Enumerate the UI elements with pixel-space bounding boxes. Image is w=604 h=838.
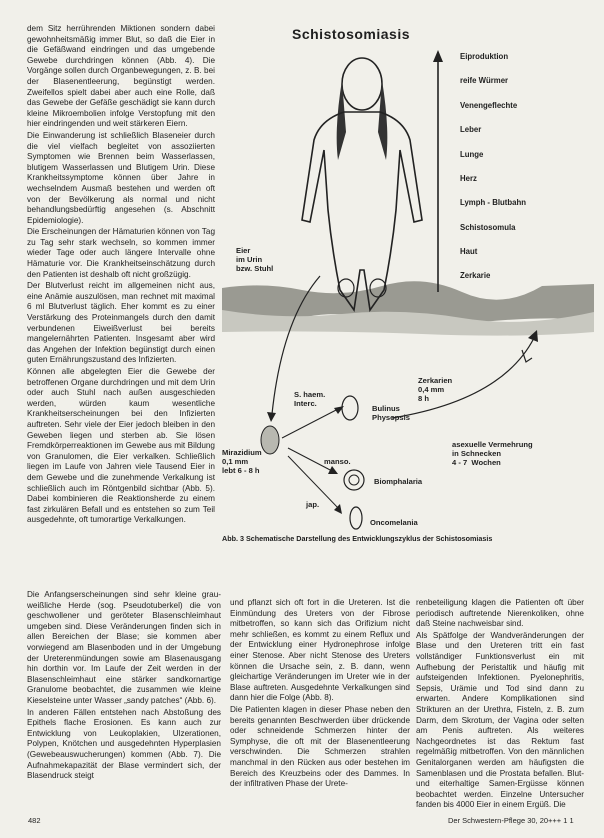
paragraph: Die Einwanderung ist schließlich Blaseneier durch die viel vielfach begleitet von assoziierten Symptomen wie Brennen beim Wasserlassen, blutigem Wasserlassen und Blutigem Urin. Diese Krankheitssymptome können über Jahre in wechselndem Ausmaß bestehen und werden oft von der Bevölkerung als normal und nicht behandlungsbedürftig angesehen (s. Abschnitt Epidemiologie). xyxy=(27,130,215,225)
text-column-bottom-left xyxy=(27,590,221,783)
paragraph: Können alle abgelegten Eier die Gewebe der betroffenen Organe durchdringen und mit dem Urin oder auch Stuhl nach außen ausgeschieden werden, würden kaum wesentliche Krankheitserscheinungen bei den Infizierten auftreten. Sehr viele der Eier jedoch bleiben in den Geweben liegen und sterben ab. Sie lösen Fremdkörperreaktionen im Gewebe aus mit Bildung von Granulomen, die Eier verkalken. Schließlich liegen im Laufe von Jahren viele Tausend Eier in dem Gewebe und die zunehmende Verkalkung ist schließlich auch im Röntgenbild sichtbar (Abb. 5). Dabei kombinieren die Reaktionsherde zu einem fast zirkulären Befall und es entstehen so zum Teil ausgedehnte, oft tumorartige Verkalkungen. xyxy=(27,367,215,525)
stage-label: Zerkarie xyxy=(460,271,491,280)
japonicum-label: jap. xyxy=(306,500,320,509)
stage-label: Haut xyxy=(460,247,478,256)
biomphalaria-label: Biomphalaria xyxy=(374,477,423,486)
text-column-top-left xyxy=(27,24,215,527)
paragraph: Als Spätfolge der Wandveränderungen der Blase und den Ureteren tritt ein fast vollständiger Funktionsverlust ein mit Aufhebung der Peristaltik und häufig mit aufsteigenden Infektionen. Pyelonephritis, Sepsis, Urämie und Tod sind dann zu erwarten. Andere Komplikationen sind Strikturen an der Urethra, Fisteln, z. B. zum Darm, dem Skrotum, der Vagina oder selten am Penis auftreten. Als weiteres Nachgeordnetes ist das Rektum fast regelmäßig mitbetroffen. Von den männlichen Genitalorganen werden am häufigsten die Samenblasen und die Prostata befallen. Blut- und eiterhaltige Samen-Ergüsse können beobachtet werden. Einzelne Untersucher fanden bis 4000 Eier in einem Ergüß. Die xyxy=(416,630,584,810)
paragraph: Die Patienten klagen in dieser Phase neben den bereits genannten Beschwerden über drückende oder schneidende Schmerzen hinter der Symphyse, die oft mit der Blasenentleerung verschwinden. Die Schmerzen strahlen manchmal in den Rücken aus oder bestehen im Bereich des Kreuzbeins oder des Dammes. In der infiltrativen Phase der Urete- xyxy=(230,704,410,789)
stage-label: Lymph - Blutbahn xyxy=(460,198,526,207)
lifecycle-illustration xyxy=(222,20,594,540)
stage-label: Eiproduktion xyxy=(460,52,509,61)
stage-label: Herz xyxy=(460,174,477,183)
miracidium-label: Mirazidium 0,1 mm lebt 6 - 8 h xyxy=(222,448,262,475)
paragraph: Die Erscheinungen der Hämaturien können von Tag zu Tag sehr stark wechseln, so kommen immer wieder Tage oder auch längere Intervalle ohne Hämaturie vor. Die Krankheitseinschätzung durch den Patienten ist deshalb oft nicht großzügig. xyxy=(27,227,215,279)
paragraph: In anderen Fällen entstehen nach Abstoßung des Epithels flache Erosionen. Es kann auch zur Entwicklung von Leukoplakien, Ulzerationen, Polypen, Knötchen und ausgedehnten Hyperplasien (Gewebeauswucherungen) kommen (Abb. 7). Die Aufnahmekapazität der Blase vermindert sich, der Blasendruck steigt xyxy=(27,707,221,781)
stage-label: reife Würmer xyxy=(460,76,509,85)
journal-footer: Der Schwestern-Pflege 30, 20+++ 1 1 xyxy=(448,816,574,825)
hatch-label: S. haem. Interc. xyxy=(294,390,326,408)
stage-label: Venengeflechte xyxy=(460,101,518,110)
text-column-bottom-right xyxy=(416,598,584,812)
mansoni-label: manso. xyxy=(324,457,351,466)
stage-label: Leber xyxy=(460,125,482,134)
stage-label: Lunge xyxy=(460,150,484,159)
asexual-reproduction-label: asexuelle Vermehrung in Schnecken 4 - 7 Wochen xyxy=(452,440,533,467)
figure-title: Schistosomiasis xyxy=(292,26,410,42)
bulinus-label: Bulinus Physopsis xyxy=(372,404,410,422)
eggs-label: Eier im Urin bzw. Stuhl xyxy=(236,246,274,273)
lifecycle-figure xyxy=(222,20,594,590)
paragraph: dem Sitz herrührenden Miktionen sondern dabei gewohnheitsmäßig immer Blut, so daß die Eier in die Gefäßwand eindringen und das umgebende Gewebe durchdringen können (Abb. 4). Die Vorgänge sollen durch Organbewegungen, z. B. bei der Blasenentleerung, begünstigt werden. Zweifellos spielt dabei aber auch eine Rolle, daß das Gewebe der Gefäße geschädigt sie kann durch kleine Mikroembolien infolge Verstopfung mit den hier eindringenden und weit stärkeren Eiern. xyxy=(27,24,215,129)
page-number: 482 xyxy=(28,816,41,825)
oncomelania-label: Oncomelania xyxy=(370,518,418,527)
cercariae-label: Zerkarien 0,4 mm 8 h xyxy=(418,376,453,403)
text-column-bottom-middle xyxy=(230,598,410,791)
paragraph: und pflanzt sich oft fort in die Ureteren. Ist die Einmündung des Ureters von der Fibrose mitbetroffen, so kann sich das Orifizium nicht mehr schließen, es kommt zu einem Reflux und der Entwicklung einer Hydronephrose infolge einer Stenose. Aber nicht Stenose des Ureters können die Ursache sein, z. B. dann, wenn gleichartige Veränderungen im Ureter wie in der Blase auftreten. Ausgedehnte Verkalkungen sind dann hier die Folge (Abb. 8). xyxy=(230,598,410,703)
stage-label: Schistosomula xyxy=(460,223,516,232)
paragraph: renbeteiligung klagen die Patienten oft über periodisch auftretende Nierenkoliken, ohne daß Steine nachweisbar sind. xyxy=(416,598,584,629)
figure-caption: Abb. 3 Schematische Darstellung des Entwicklungszyklus der Schistosomiasis xyxy=(222,534,493,543)
paragraph: Die Anfangserscheinungen sind sehr kleine grau-weißliche Herde (sog. Pseudotuberkel) die von geschwollener und geröteter Blasenschleimhaut umgeben sind. Diese Veränderungen finden sich in allen Bereichen der Blase; sie kommen aber vorwiegend am Blasenboden und in der Umgebung der Ureterenmündungen sowie am Blasenausgang hin dorthin vor. Im Laufe der Zeit werden in der Blasenschleimhaut eine stärker sandkornartige Granulome beobachtet, die zusammen wie kleine Kieselsteine unter Wasser „sandy patches“ (Abb. 6). xyxy=(27,590,221,705)
paragraph: Der Blutverlust reicht im allgemeinen nicht aus, eine Anämie auszulösen, man rechnet mit maximal 6 ml Blutverlust täglich. Eher kommt es zu einer Verstärkung des Proteinmangels durch den damit verbundenen Eiweißverlust bei bereits mangelernährten Patienten. Insgesamt aber wird das Angehen der Infektion begünstigt durch einen guten Ernährungszustand des Infizierten. xyxy=(27,281,215,365)
